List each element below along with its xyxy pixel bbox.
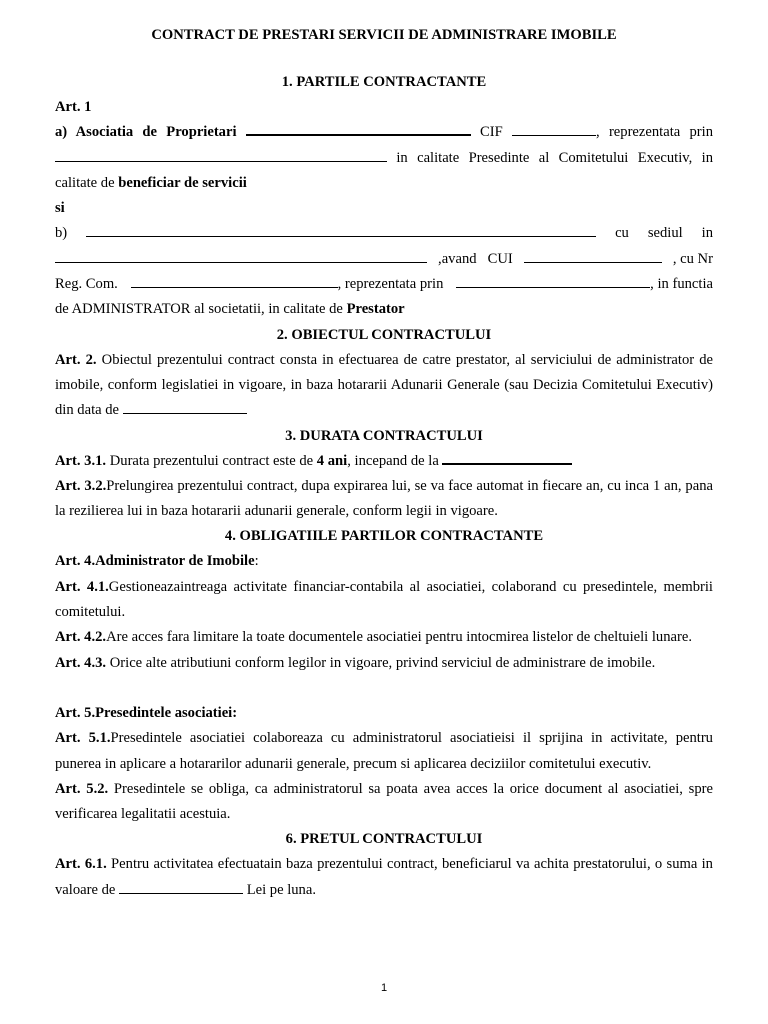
party-a-label: a) Asociatia de Proprietari (55, 124, 237, 141)
in-text: in (701, 225, 713, 242)
art-5-paragraph (55, 701, 713, 726)
calitate-de-text: calitate de (55, 174, 115, 191)
party-a-line-2 (55, 146, 713, 171)
provider-name-blank[interactable] (86, 223, 596, 237)
association-name-blank[interactable] (246, 121, 471, 136)
section-3-heading: 3. DURATA CONTRACTULUI (285, 427, 483, 444)
art-4-2-label: Art. 4.2. (55, 629, 107, 646)
reprezentata-2-label: , reprezentata prin (337, 276, 444, 293)
provider-address-blank[interactable] (55, 249, 427, 263)
avand-text: ,avand (438, 250, 477, 267)
art-5-1-text: Presedintele asociatiei colaboreaza cu administratorul asociatieisi il sprijina in activitate, pentru punerea in aplicare a hotararilor adunarii generale, precum si aplicarea deciziilor comitetului executiv. (55, 730, 713, 772)
si-label: si (55, 200, 65, 217)
cui-blank[interactable] (524, 249, 662, 263)
art-3-1-start-text: , incepand de la (347, 452, 439, 469)
art-4-3-label: Art. 4.3. (55, 654, 107, 671)
party-b-line-1 (55, 221, 713, 246)
art-5-1-paragraph (55, 726, 713, 777)
party-b-line-2 (55, 247, 713, 272)
art-4-3-text: Orice alte atributiuni conform legilor in vigoare, privind serviciul de administrare de imobile. (109, 654, 656, 671)
art-3-1-label: Art. 3.1. (55, 452, 107, 469)
document-page (55, 20, 713, 903)
art-4-1-label: Art. 4.1. (55, 578, 109, 595)
duration-value: 4 ani (316, 452, 348, 469)
section-4-heading: 4. OBLIGATIILE PARTILOR CONTRACTANTE (224, 528, 544, 545)
art-4-3-paragraph (55, 651, 713, 676)
art-5-label: Art. 5. (55, 704, 96, 721)
representative-blank[interactable] (456, 274, 650, 288)
cif-label: CIF (480, 124, 503, 141)
price-blank[interactable] (119, 880, 243, 894)
prestator-label: Prestator (346, 301, 405, 318)
art-5-1-label: Art. 5.1. (55, 730, 111, 747)
section-1-heading: 1. PARTILE CONTRACTANTE (281, 74, 487, 90)
art-3-2-label: Art. 3.2. (55, 477, 107, 494)
section-2-heading: 2. OBIECTUL CONTRACTULUI (276, 326, 492, 343)
art-3-1-text: Durata prezentului contract este de (109, 452, 314, 469)
art-4-paragraph (55, 549, 713, 574)
party-a-line-3 (55, 171, 713, 196)
president-name-blank[interactable] (55, 148, 387, 162)
reg-com-label: Reg. Com. (55, 276, 118, 293)
art-3-2-text: Prelungirea prezentului contract, dupa expirarea lui, se va face automat in fiecare an, cu inca 1 an, pana la rezilierea lui in baza hotararii adunarii generale, conform legii in vigoare. (55, 477, 713, 520)
art-2-label: Art. 2. (55, 351, 97, 368)
decision-date-blank[interactable] (123, 400, 247, 414)
party-b-line-3 (55, 272, 713, 297)
art-3-1-paragraph (55, 449, 713, 474)
sediul-text: sediul (647, 225, 683, 242)
cui-label: CUI (487, 250, 513, 267)
in-functia-text: , in functia (650, 276, 713, 293)
start-date-blank[interactable] (442, 450, 572, 465)
beneficiar-label: beneficiar de servicii (118, 174, 247, 191)
art-4-1-paragraph (55, 575, 713, 626)
spacer (55, 45, 713, 70)
colon-text: : (254, 553, 259, 570)
art-4-2-paragraph (55, 625, 713, 650)
art-4-label: Art. 4. (55, 553, 96, 570)
art-4-1-text: Gestioneazaintreaga activitate financiar-contabila al asociatiei, colaborand cu presedintele, membrii comitetului. (55, 578, 713, 621)
cif-blank[interactable] (512, 122, 596, 136)
lei-per-month-text: Lei pe luna. (246, 881, 316, 898)
cu-nr-text: , cu Nr (672, 250, 713, 267)
administrator-heading: Administrator de Imobile (95, 553, 255, 570)
section-6-heading: 6. PRETUL CONTRACTULUI (285, 831, 483, 848)
art-2-paragraph (55, 348, 713, 424)
party-b-line-4 (55, 297, 713, 322)
art-2-text: Obiectul prezentului contract consta in efectuarea de catre prestator, al serviciului de administrator de imobile, conform legislatiei in vigoare, in baza hotararii Adunarii Generale (sau Decizia Comitetului Executiv) din data de (55, 351, 713, 419)
reg-com-blank[interactable] (131, 274, 338, 288)
document-title: CONTRACT DE PRESTARI SERVICII DE ADMINISTRARE IMOBILE (151, 27, 617, 43)
art-6-1-text: Pentru activitatea efectuatain baza prezentului contract, beneficiarul va achita prestatorului, o suma in valoare de (55, 856, 713, 898)
cu-text: cu (615, 225, 629, 242)
representative-group (456, 272, 713, 297)
calitate-presedinte-text: in calitate Presedinte al Comitetului Executiv, in (396, 149, 714, 166)
art-6-1-paragraph (55, 852, 713, 903)
art-5-2-label: Art. 5.2. (55, 780, 109, 797)
spacer (55, 676, 713, 701)
art-1-label: Art. 1 (55, 99, 92, 115)
president-heading: Presedintele asociatiei: (95, 704, 238, 721)
party-a-line-1 (55, 120, 713, 145)
art-3-2-paragraph (55, 474, 713, 525)
page-number: 1 (380, 982, 388, 994)
reprezentata-label: , reprezentata prin (596, 124, 713, 141)
art-5-2-paragraph (55, 777, 713, 828)
party-b-label: b) (55, 225, 68, 242)
de-administrator-text: de ADMINISTRATOR al societatii, in calitate de (55, 301, 343, 318)
art-4-2-text: Are acces fara limitare la toate documentele asociatiei pentru intocmirea listelor de cheltuieli lunare. (106, 629, 692, 646)
art-6-1-label: Art. 6.1. (55, 856, 107, 873)
art-5-2-text: Presedintele se obliga, ca administratorul sa poata avea acces la orice document al asociatiei, spre verificarea legalitatii acestuia. (55, 780, 713, 823)
reg-com-group (131, 272, 444, 297)
